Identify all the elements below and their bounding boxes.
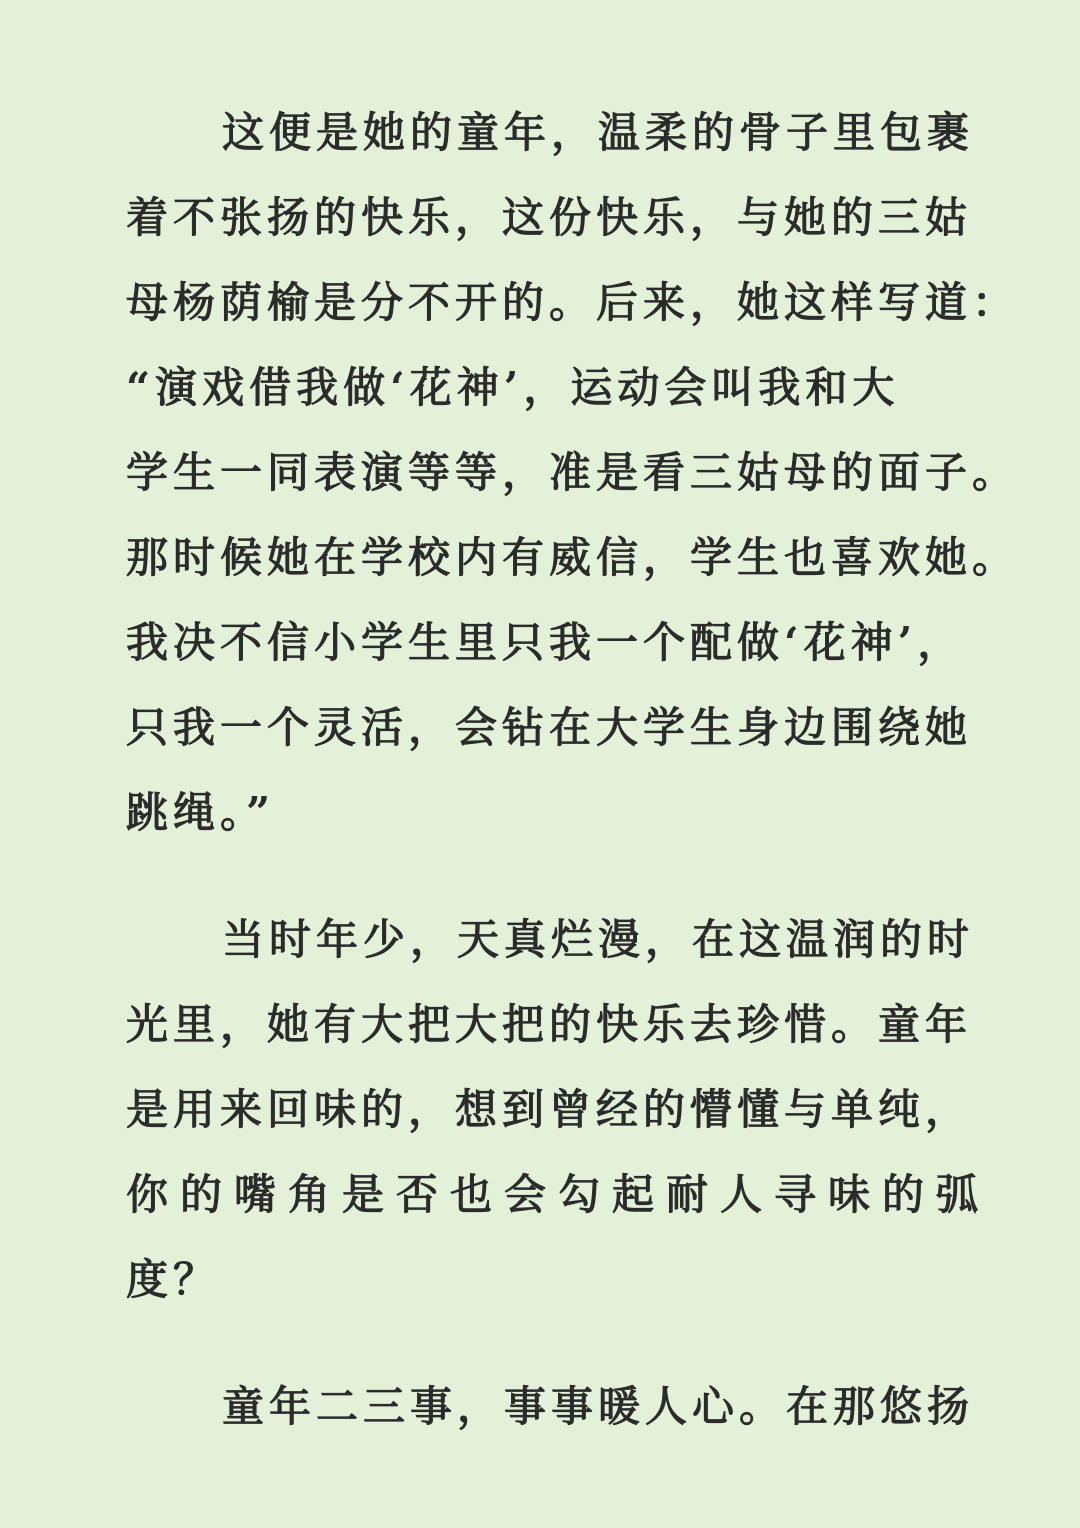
article-body [126,90,1020,1449]
text-line: 度？ [126,1255,221,1304]
text-line: 是用来回味的，想到曾经的懵懂与单纯， [126,1085,973,1134]
text-line: 光里，她有大把大把的快乐去珍惜。童年 [126,1000,973,1049]
text-line: 这便是她的童年，温柔的骨子里包裹 [222,108,975,157]
paragraph-2 [126,897,991,1322]
text-line: 学生一同表演等等，准是看三姑母的面子。 [126,448,1020,497]
text-line: 跳绳。” [126,788,276,837]
paragraph-1 [126,90,1020,855]
text-line: 那时候她在学校内有威信，学生也喜欢她。 [126,533,1020,582]
paragraph-3 [126,1364,986,1449]
text-line: 着不张扬的快乐，这份快乐，与她的三姑 [126,193,973,242]
text-line: 母杨荫榆是分不开的。后来，她这样写道： [126,278,1020,327]
text-line: 我决不信小学生里只我一个配做‘花神’， [126,618,965,667]
text-line: 只我一个灵活，会钻在大学生身边围绕她 [126,703,973,752]
text-line: 你的嘴角是否也会勾起耐人寻味的弧 [126,1170,991,1219]
text-line: 童年二三事，事事暖人心。在那悠扬 [222,1382,975,1431]
paragraph-gap [126,1322,986,1364]
text-line: 当时年少，天真烂漫，在这温润的时 [222,915,975,964]
paragraph-gap [126,855,986,897]
text-line: “演戏借我做‘花神’，运动会叫我和大 [126,363,900,412]
